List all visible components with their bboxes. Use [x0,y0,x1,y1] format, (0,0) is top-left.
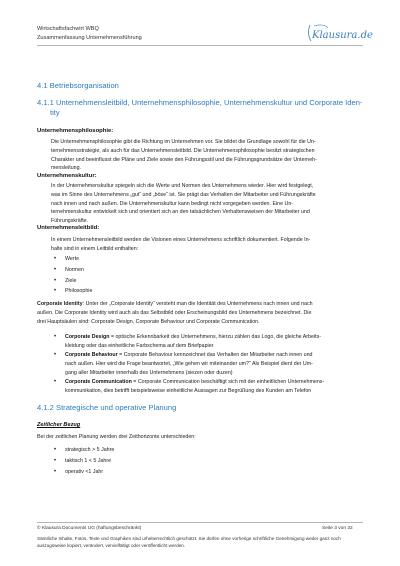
ci-term: Corporate Behaviour [65,352,118,358]
philosophie-text [51,138,364,173]
bullet-icon: • [54,447,57,453]
kultur-text [51,182,364,226]
list-item: • Corporate Communication = Corporate Communication beschäftigt sich mit der einheitlichen Unternehmens- kommunikation, dies betrifft beispielsweise einheitliche Aussagen zur Begrüßung des Kunden am Telefon [65,378,363,396]
logo-text: Klausura.de [312,30,373,41]
bullet-icon: • [54,458,57,464]
text-line: In der Unternehmenskultur spiegeln sich die Werte und Normen des Unternehmens wieder. Hier wird festgelegt, [51,183,314,189]
text-line: nach außen. Hier wird die Frage beantwortet, „Wie gehen wir miteinander um?“ Als Beispiel dient der Um- [65,360,313,367]
bullet-icon: • [54,278,57,284]
list-item: • Ziele [54,278,77,284]
text-line: kleidung oder das einheitliche Farbschema auf dem Briefpapier [65,342,214,349]
bullet-icon: • [54,469,57,475]
footer-disclaimer: auszugsweise kopiert, verändert, vervielfältigt oder veröffentlicht werden. [37,543,186,548]
subsection-heading-planung: 4.1.2 Strategische und operative Planung [37,403,177,412]
text-line: In einem Unternehmensleitbild werden die Visionen eines Unternehmens schriftlich dokumentiert. Folgende In- [51,237,311,243]
text-line: Corporate Identity: Unter der „Corporate Identity“ versteht man die Identität des Unternehmens nach innen und nach [37,301,313,307]
subsection-heading-line2: tity [50,108,60,117]
subsection-heading-line1: 4.1.1 Unternehmensleitbild, Unternehmensphilosophie, Unternehmenskultur und Corporate Iden- [37,98,363,107]
text-line: was im Sinne des Unternehmens „gut“ und „böse“ ist. Sie prägt das Verhalten der Mitarbeiter und Führungskräfte [51,191,316,198]
zeitlicher-bezug-heading: Zeitlicher Bezug [37,422,81,428]
text-line: drei Hauptsäulen sind: Corporate Design, Corporate Behaviour und Corporate Communication. [37,318,260,325]
text-line: Charakter und beeinflusst die Pläne und Ziele sowie den Führungsstil und die Führungsgrundsätze der Unterneh- [51,156,317,163]
header-divider [37,45,363,46]
leitbild-text [51,236,364,254]
ci-term: Corporate Design [65,334,110,340]
list-item: • Philosophie [54,288,93,294]
ci-lead-term: Corporate Identity [37,301,83,307]
klausura-logo [306,22,376,44]
planung-intro: Bei der zeitlichen Planung werden drei Zeithorizonte unterschieden: [37,434,196,440]
text-line: ternehmensstrategie, als auch für das Unternehmensleitbild. Die Unternehmensphilosophie besitzt strategischen [51,147,315,154]
list-item: • Corporate Design = optische Erkennbarkeit des Unternehmens, hierzu zählen das Logo, die gleiche Arbeits- kleidung oder das einheitliche Farbschema auf dem Briefpapier [65,333,363,351]
section-heading: 4.1 Betriebsorganisation [37,81,119,90]
footer-copyright: © Klausura Documents UG (haftungsbeschränkt) [37,526,142,531]
list-item: • Corporate Behaviour = Corporate Behaviour kennzeichnet das Verhalten der Mitarbeiter nach innen und nach außen. Hier wird die Frage beantwortet, „Wie gehen wir miteinander um?“ Als Beispiel dient der Um- gang aller Mitarbeiter innerhalb des Unternehmens (siezen oder duzen) [65,351,363,377]
ci-term: Corporate Communication [65,379,132,385]
list-item: • Werte [54,256,80,262]
list-item: • strategisch > 5 Jahre [54,447,115,453]
text-line: nach innen und nach außen. Die Unternehmenskultur kann bedingt nicht vorgegeben werden. Eine Un- [51,200,294,207]
text-line: mensleitung. [51,165,82,172]
bullet-icon: • [54,267,57,273]
list-item: • operativ <1 Jahr [54,469,104,475]
text-line: kommunikation, dies betrifft beispielsweise einheitliche Aussagen zur Begrüßung des Kunden am Telefon [65,387,312,394]
text-line: ternehmenskultur entwickelt sich und orientiert sich an den tatsächlichen Verhaltensweisen der Mitarbeiter und [51,209,310,216]
text-line: halte sind in einem Leitbild enthalten: [51,245,139,252]
text-line: Führungskräfte. [51,218,89,225]
bullet-icon: • [54,379,57,385]
bullet-icon: • [54,256,57,262]
philosophie-heading: Unternehmensphilosophie: [37,128,114,134]
bullet-icon: • [54,352,57,358]
footer-divider [37,522,363,523]
footer-page-number: Seite 3 von 32 [322,526,353,531]
list-item: • taktisch 1 < 5 Jahre [54,458,112,464]
list-item: • Normen [54,267,84,273]
header-doc-title: Zusammenfassung Unternehmensführung [37,35,142,41]
header-course-title: Wirtschaftsfachwirt WBQ [37,26,99,32]
text-line: außen. Die Corporate Identity wird auch als das Selbstbild oder Erscheinungsbild des Unternehmens bezeichnet. Die [37,309,312,316]
text-line: Die Unternehmensphilosophie gibt die Richtung im Unternehmen vor. Sie bildet die Grundlage sowohl für die Un- [51,139,316,145]
corporate-identity-text [37,300,363,326]
bullet-icon: • [54,334,57,340]
footer-disclaimer: Sämtliche Inhalte, Fotos, Texte und Graphiken sind urheberrechtlich geschützt. Sie dürfen ohne vorherige schriftliche Genehmigung weder ganz noch [37,536,341,541]
subsection-heading [37,98,363,118]
kultur-heading: Unternehmenskultur: [37,173,97,179]
leitbild-heading: Unternehmensleitbild: [37,225,100,231]
bullet-icon: • [54,288,57,294]
text-line: gang aller Mitarbeiter innerhalb des Unternehmens (siezen oder duzen) [65,369,233,376]
